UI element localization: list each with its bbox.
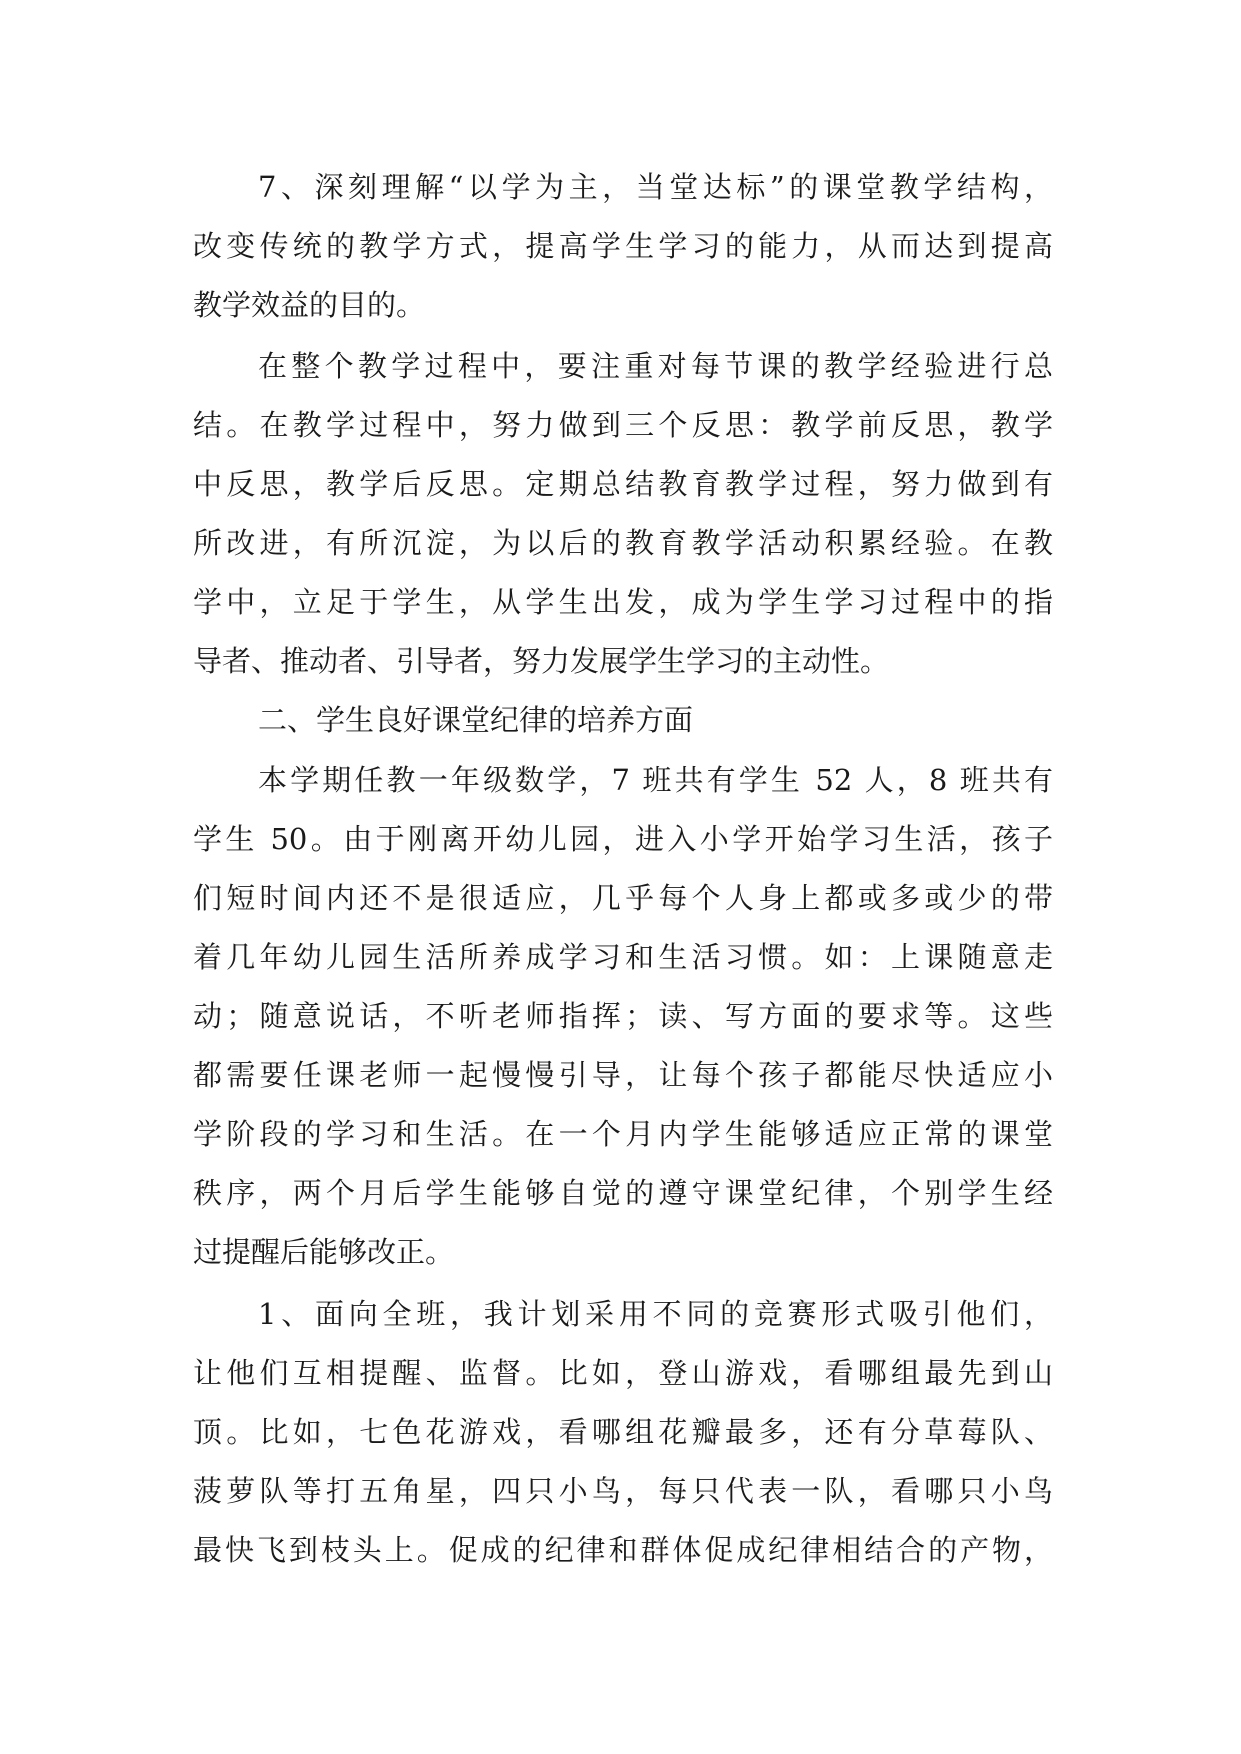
text-line: 在整个教学过程中，要注重对每节课的教学经验进行总 <box>258 349 1053 383</box>
text-line: 所改进，有所沉淀，为以后的教育教学活动积累经验。在教 <box>193 526 1053 560</box>
text-line: 1、面向全班，我计划采用不同的竞赛形式吸引他们， <box>258 1297 1053 1331</box>
text-line: 学阶段的学习和生活。在一个月内学生能够适应正常的课堂 <box>193 1117 1053 1151</box>
text-line: 7、深刻理解“以学为主，当堂达标”的课堂教学结构， <box>258 170 1053 204</box>
text-line: 教学效益的目的。 <box>193 288 426 322</box>
text-line: 着几年幼儿园生活所养成学习和生活习惯。如：上课随意走 <box>193 940 1053 974</box>
text-line: 结。在教学过程中，努力做到三个反思：教学前反思，教学 <box>193 408 1053 442</box>
text-line: 顶。比如，七色花游戏，看哪组花瓣最多，还有分草莓队、 <box>193 1415 1053 1449</box>
text-line: 都需要任课老师一起慢慢引导，让每个孩子都能尽快适应小 <box>193 1058 1053 1092</box>
text-line: 菠萝队等打五角星，四只小鸟，每只代表一队，看哪只小鸟 <box>193 1474 1053 1508</box>
text-line: 们短时间内还不是很适应，几乎每个人身上都或多或少的带 <box>193 881 1053 915</box>
text-line: 导者、推动者、引导者，努力发展学生学习的主动性。 <box>193 644 890 678</box>
text-line: 最快飞到枝头上。促成的纪律和群体促成纪律相结合的产物， <box>193 1533 1053 1567</box>
text-line: 秩序，两个月后学生能够自觉的遵守课堂纪律，个别学生经 <box>193 1176 1053 1210</box>
text-line: 改变传统的教学方式，提高学生学习的能力，从而达到提高 <box>193 229 1053 263</box>
text-line: 学生 50。由于刚离开幼儿园，进入小学开始学习生活，孩子 <box>193 822 1053 856</box>
section-heading: 二、学生良好课堂纪律的培养方面 <box>258 703 694 737</box>
text-line: 让他们互相提醒、监督。比如，登山游戏，看哪组最先到山 <box>193 1356 1053 1390</box>
text-line: 动；随意说话，不听老师指挥；读、写方面的要求等。这些 <box>193 999 1053 1033</box>
text-line: 学中，立足于学生，从学生出发，成为学生学习过程中的指 <box>193 585 1053 619</box>
text-line: 中反思，教学后反思。定期总结教育教学过程，努力做到有 <box>193 467 1053 501</box>
text-line: 过提醒后能够改正。 <box>193 1235 455 1269</box>
text-line: 本学期任教一年级数学，7 班共有学生 52 人，8 班共有 <box>258 763 1053 797</box>
